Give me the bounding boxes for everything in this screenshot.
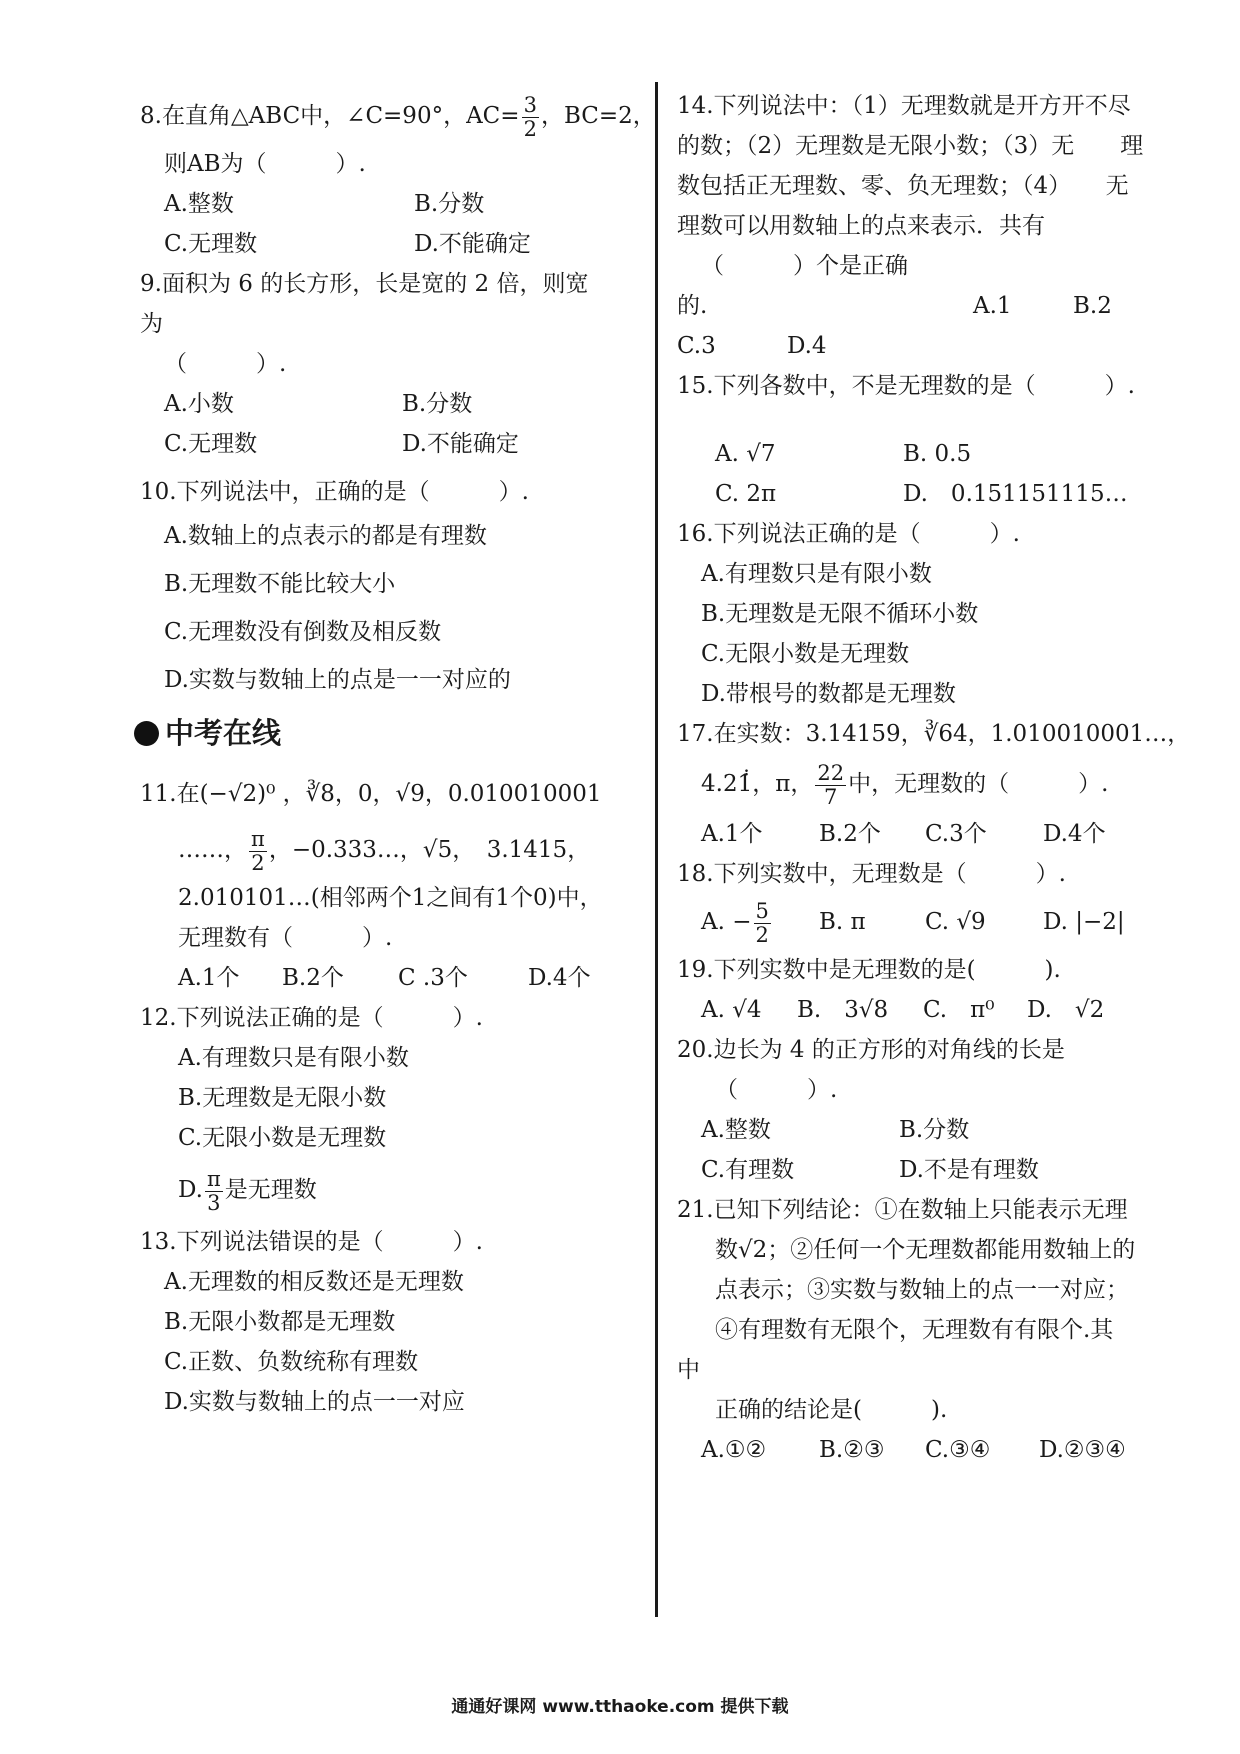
question-19: 19.下列实数中是无理数的是( ). A. √4 B. 3√8 C. π⁰ D. √2 <box>677 950 1177 1030</box>
option-b: B.2 <box>1073 293 1112 319</box>
option-b: B.2个 <box>819 821 881 847</box>
option-c: C.无限小数是无理数 <box>178 1125 387 1151</box>
option-a: A.有理数只是有限小数 <box>178 1045 409 1071</box>
option-b: B.分数 <box>899 1117 970 1143</box>
option-d: D. 0.151151115… <box>903 481 1128 507</box>
option-a: A. √4 <box>701 997 762 1023</box>
option-c: C.无理数没有倒数及相反数 <box>164 619 442 645</box>
option-b: B.分数 <box>414 191 485 217</box>
option-a: A. − $\frac{5}{2}$ <box>701 898 769 947</box>
option-a: A.数轴上的点表示的都是有理数 <box>164 523 487 549</box>
option-d: D.4个 <box>1043 821 1106 847</box>
section-title: 中考在线 <box>134 708 640 758</box>
option-b: B.无理数不能比较大小 <box>164 571 396 597</box>
option-b: B.无理数是无限不循环小数 <box>701 601 979 627</box>
option-b: B.2个 <box>282 965 344 991</box>
bullet-icon <box>134 721 159 746</box>
question-16: 16.下列说法正确的是（ ）. A.有理数只是有限小数 B.无理数是无限不循环小数 C.无限小数是无理数 D.带根号的数都是无理数 <box>677 514 1177 714</box>
option-c: C.正数、负数统称有理数 <box>164 1349 419 1375</box>
option-c: C.无限小数是无理数 <box>701 641 910 667</box>
question-10: 10.下列说法中，正确的是（ ）. A.数轴上的点表示的都是有理数 B.无理数不能比较大小 C.无理数没有倒数及相反数 D.实数与数轴上的点是一一对应的 <box>140 472 640 704</box>
footer-credit: 通通好课网 www.tthaoke.com 提供下载 <box>451 1697 789 1717</box>
left-column <box>140 88 656 1422</box>
option-a: A.无理数的相反数还是无理数 <box>164 1269 464 1295</box>
option-b: B. 3√8 <box>797 997 889 1023</box>
option-a: A.小数 <box>164 391 234 417</box>
option-d: D.4 <box>787 333 827 359</box>
fraction: $\frac{\pi}{3}$ <box>206 1166 221 1215</box>
option-d: D. √2 <box>1027 997 1105 1023</box>
option-b: B. π <box>819 909 866 935</box>
question-13: 13.下列说法错误的是（ ）. A.无理数的相反数还是无理数 B.无限小数都是无理数 C.正数、负数统称有理数 D.实数与数轴上的点一一对应 <box>140 1222 640 1422</box>
question-8: 8.在直角△ABC中，∠C=90°，AC= $\frac{3}{2}$ ，BC=2， 则AB为（ ）. A.整数 B.分数 C.无理数 D.不能确定 <box>140 88 640 264</box>
option-c: C. π⁰ <box>923 997 995 1023</box>
fraction: $\frac{3}{2}$ <box>523 92 537 141</box>
option-d: D.4个 <box>528 965 591 991</box>
question-14: 14.下列说法中：（1）无理数就是开方开不尽 的数；（2）无理数是无限小数；（3）无 理 数包括正无理数、零、负无理数；（4） 无 理数可以用数轴上的点来表示．共有 （ ）个是正确 的. A.1 B.2 C.3 D.4 <box>677 86 1177 366</box>
option-a: A.1个 <box>701 821 763 847</box>
question-20: 20.边长为 4 的正方形的对角线的长是 （ ）. A.整数 B.分数 C.有理数 D.不是有理数 <box>677 1030 1177 1190</box>
option-b: B.②③ <box>819 1437 885 1463</box>
fraction: $\frac{\pi}{2}$ <box>251 826 265 875</box>
question-18: 18.下列实数中，无理数是（ ）. A. − $\frac{5}{2}$ B. π C. √9 D. |−2| <box>677 854 1177 950</box>
question-11: 11.在(−√2)⁰ ，∛8，0，√9，0.010010001 ……， $\frac{\pi}{2}$ ，−0.333…，√5， 3.1415， 2.010101…(相邻两个1之间有1个0)中， 无理数有（ ）. A.1个 B.2个 C .3个 D.4个 <box>140 766 640 998</box>
question-15: 15.下列各数中，不是无理数的是（ ）. A. √7 B. 0.5 C. 2π D. 0.151151115… <box>677 366 1177 514</box>
option-c: C.无理数 <box>164 231 258 257</box>
question-12: 12.下列说法正确的是（ ）. A.有理数只是有限小数 B.无理数是无限小数 C.无限小数是无理数 D. $\frac{\pi}{3}$ 是无理数 <box>140 998 640 1222</box>
option-d: D.②③④ <box>1039 1437 1126 1463</box>
question-17: 17.在实数：3.14159，∛64，1.010010001…， 4.21̇̇，π， $\frac{22}{7}$ 中，无理数的（ ）. A.1个 B.2个 C.3个 D.4个 <box>677 714 1177 854</box>
option-a: A. √7 <box>715 441 776 467</box>
option-c: C.3个 <box>925 821 987 847</box>
option-d: D. |−2| <box>1043 909 1125 935</box>
option-d: D.实数与数轴上的点是一一对应的 <box>164 667 511 693</box>
option-b: B. 0.5 <box>903 441 972 467</box>
option-c: C.3 <box>677 333 716 359</box>
option-d: D.带根号的数都是无理数 <box>701 681 956 707</box>
fraction: $\frac{5}{2}$ <box>755 898 769 947</box>
option-c: C .3个 <box>398 965 468 991</box>
option-c: C.③④ <box>925 1437 991 1463</box>
option-d: D. $\frac{\pi}{3}$ 是无理数 <box>178 1166 317 1215</box>
fraction: $\frac{22}{7}$ <box>817 760 845 809</box>
option-d: D.实数与数轴上的点一一对应 <box>164 1389 465 1415</box>
option-d: D.不能确定 <box>402 431 519 457</box>
option-a: A.1个 <box>178 965 240 991</box>
column-divider <box>655 82 658 1617</box>
option-b: B.无理数是无限小数 <box>178 1085 387 1111</box>
option-b: B.分数 <box>402 391 473 417</box>
option-b: B.无限小数都是无理数 <box>164 1309 396 1335</box>
option-a: A.有理数只是有限小数 <box>701 561 932 587</box>
option-a: A.整数 <box>164 191 234 217</box>
option-c: C.有理数 <box>701 1157 795 1183</box>
option-a: A.1 <box>973 293 1012 319</box>
question-9: 9.面积为 6 的长方形，长是宽的 2 倍，则宽 为 （ ）. A.小数 B.分数 C.无理数 D.不能确定 <box>140 264 640 464</box>
option-a: A.①② <box>701 1437 767 1463</box>
right-column <box>677 86 1191 1470</box>
option-d: D.不能确定 <box>414 231 531 257</box>
option-d: D.不是有理数 <box>899 1157 1039 1183</box>
option-c: C. √9 <box>925 909 986 935</box>
option-c: C.无理数 <box>164 431 258 457</box>
option-a: A.整数 <box>701 1117 771 1143</box>
question-21: 21.已知下列结论：①在数轴上只能表示无理 数√2；②任何一个无理数都能用数轴上的 点表示；③实数与数轴上的点一一对应； ④有理数有无限个，无理数有有限个.其 中 正确的结论是( ). A.①② B.②③ C.③④ D.②③④ <box>677 1190 1177 1470</box>
option-c: C. 2π <box>715 481 777 507</box>
